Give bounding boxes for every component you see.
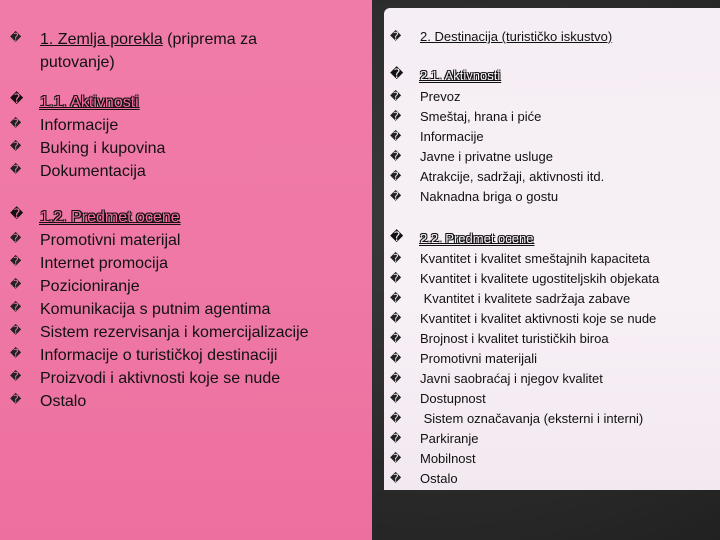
bullet-icon: � bbox=[10, 232, 22, 245]
list-item: � Atrakcije, sadržaji, aktivnosti itd. bbox=[390, 169, 605, 184]
bullet-icon: � bbox=[390, 130, 402, 143]
bullet-icon: � bbox=[390, 150, 402, 163]
bullet-icon: � bbox=[390, 90, 402, 103]
bullet-icon: � bbox=[390, 312, 402, 325]
bullet-icon: � bbox=[390, 472, 402, 485]
list-item: � Buking i kupovina bbox=[10, 140, 166, 157]
left-title-main: 1. Zemlja porekla bbox=[40, 31, 163, 48]
list-item: � Promotivni materijali bbox=[390, 351, 538, 366]
list-item: � Smeštaj, hrana i piće bbox=[390, 109, 542, 124]
list-item: � Informacije o turističkoj destinaciji bbox=[10, 347, 278, 364]
list-item: � Kvantitet i kvalitete ugostiteljskih objekata bbox=[390, 271, 660, 286]
bullet-icon: � bbox=[10, 347, 22, 360]
bullet-icon: � bbox=[10, 255, 22, 268]
bullet-icon: � bbox=[390, 67, 404, 82]
bullet-icon: � bbox=[390, 272, 402, 285]
list-item: � Kvantitet i kvalitet aktivnosti koje se nude bbox=[390, 311, 657, 326]
list-item: � Promotivni materijal bbox=[10, 232, 181, 249]
bullet-icon: � bbox=[390, 252, 402, 265]
list-item: � Ostalo bbox=[390, 471, 458, 486]
list-item: � Brojnost i kvalitet turističkih biroa bbox=[390, 331, 609, 346]
bullet-icon: � bbox=[10, 278, 22, 291]
list-item: � Dokumentacija bbox=[10, 163, 146, 180]
list-item: � Proizvodi i aktivnosti koje se nude bbox=[10, 370, 281, 387]
bullet-icon: � bbox=[390, 452, 402, 465]
list-item: � Mobilnost bbox=[390, 451, 476, 466]
list-item: � Ostalo bbox=[10, 393, 87, 410]
bullet-icon: � bbox=[10, 117, 22, 130]
bullet-icon: � bbox=[390, 110, 402, 123]
bullet-icon: � bbox=[390, 190, 402, 203]
right-section1-heading: � 2.1. Aktivnosti bbox=[390, 67, 501, 83]
list-item: � Dostupnost bbox=[390, 391, 486, 406]
bullet-icon: � bbox=[10, 92, 24, 107]
list-item: � Parkiranje bbox=[390, 431, 479, 446]
bullet-icon: � bbox=[10, 140, 22, 153]
bullet-icon: � bbox=[390, 30, 402, 43]
bullet-icon: � bbox=[10, 163, 22, 176]
right-section2-heading: � 2.2. Predmet ocene bbox=[390, 230, 534, 246]
bullet-icon: � bbox=[390, 352, 402, 365]
bullet-icon: � bbox=[390, 392, 402, 405]
list-item: � Kvantitet i kvalitet smeštajnih kapaciteta bbox=[390, 251, 650, 266]
list-item: � Naknadna briga o gostu bbox=[390, 189, 559, 204]
list-item: � Prevoz bbox=[390, 89, 461, 104]
right-title: � 2. Destinacija (turističko iskustvo) bbox=[390, 29, 613, 44]
bullet-icon: � bbox=[10, 301, 22, 314]
bullet-icon: � bbox=[390, 292, 402, 305]
bullet-icon: � bbox=[10, 31, 22, 44]
list-item: � Pozicioniranje bbox=[10, 278, 140, 295]
bullet-icon: � bbox=[10, 324, 22, 337]
list-item: � Informacije bbox=[390, 129, 484, 144]
left-title-line2: putovanje) bbox=[40, 54, 115, 71]
list-item: � Informacije bbox=[10, 117, 119, 134]
list-item: � Javni saobraćaj i njegov kvalitet bbox=[390, 371, 603, 386]
bullet-icon: � bbox=[390, 332, 402, 345]
list-item: � Sistem označavanja (eksterni i interni) bbox=[390, 411, 644, 426]
bullet-icon: � bbox=[390, 372, 402, 385]
bullet-icon: � bbox=[390, 170, 402, 183]
left-section2-heading: � 1.2. Predmet ocene bbox=[10, 207, 180, 226]
bullet-icon: � bbox=[390, 432, 402, 445]
bullet-icon: � bbox=[10, 370, 22, 383]
list-item: � Kvantitet i kvalitete sadržaja zabave bbox=[390, 291, 631, 306]
left-section1-heading: � 1.1. Aktivnosti bbox=[10, 92, 139, 111]
left-title bbox=[10, 28, 257, 74]
bullet-icon: � bbox=[10, 393, 22, 406]
bullet-icon: � bbox=[390, 412, 402, 425]
bullet-icon: � bbox=[10, 207, 24, 222]
list-item: � Internet promocija bbox=[10, 255, 169, 272]
bullet-icon: � bbox=[390, 230, 404, 245]
list-item: � Javne i privatne usluge bbox=[390, 149, 553, 164]
left-title-rest: (priprema za bbox=[162, 31, 257, 48]
list-item: � Komunikacija s putnim agentima bbox=[10, 301, 271, 318]
list-item: � Sistem rezervisanja i komercijalizacije bbox=[10, 324, 309, 341]
